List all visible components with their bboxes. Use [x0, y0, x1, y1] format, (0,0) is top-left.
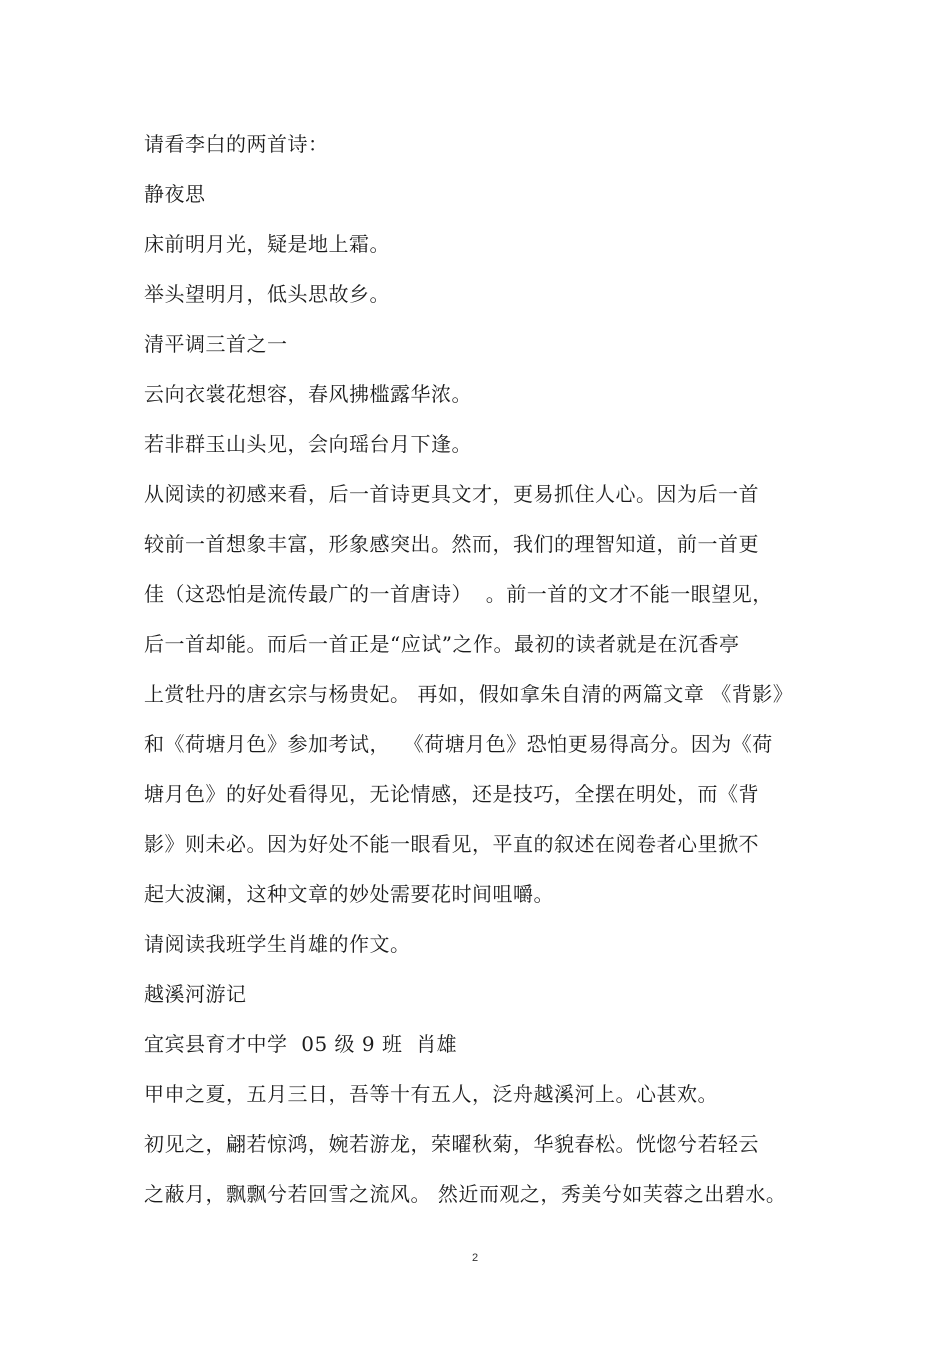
page-number: 2 [471, 1252, 479, 1264]
poem-line: 床前明月光，疑是地上霜。 [144, 232, 390, 256]
paragraph-line: 较前一首想象丰富，形象感突出。然而，我们的理智知道，前一首更 [144, 532, 759, 556]
paragraph-line: 起大波澜，这种文章的妙处需要花时间咀嚼。 [144, 882, 554, 906]
text-line: 请看李白的两首诗： [144, 132, 329, 156]
poem-title: 清平调三首之一 [144, 332, 288, 356]
essay-title: 越溪河游记 [144, 982, 247, 1006]
poem-line: 若非群玉山头见，会向瑶台月下逢。 [144, 432, 472, 456]
paragraph-line: 塘月色》的好处看得见，无论情感，还是技巧，全摆在明处，而《背 [144, 782, 759, 806]
text-line: 请阅读我班学生肖雄的作文。 [144, 932, 411, 956]
essay-line: 初见之，翩若惊鸿，婉若游龙，荣曜秋菊，华貌春松。恍惚兮若轻云 [144, 1132, 759, 1156]
paragraph-line: 后一首却能。而后一首正是“应试”之作。最初的读者就是在沉香亭 [144, 632, 740, 656]
poem-line: 举头望明月，低头思故乡。 [144, 282, 390, 306]
paragraph-line: 从阅读的初感来看，后一首诗更具文才，更易抓住人心。因为后一首 [144, 482, 759, 506]
essay-line: 之蔽月，飘飘兮若回雪之流风。 然近而观之，秀美兮如芙蓉之出碧水。 [144, 1182, 787, 1206]
paragraph-line: 上赏牡丹的唐玄宗与杨贵妃。 再如，假如拿朱自清的两篇文章 《背影》 [144, 682, 794, 706]
essay-line: 甲申之夏，五月三日，吾等十有五人，泛舟越溪河上。心甚欢。 [144, 1082, 718, 1106]
paragraph-line: 佳（这恐怕是流传最广的一首唐诗） 。前一首的文才不能一眼望见， [144, 582, 773, 606]
essay-author: 宜宾县育才中学 05 级 9 班 肖雄 [144, 1032, 458, 1056]
paragraph-line: 影》则未必。因为好处不能一眼看见，平直的叙述在阅卷者心里掀不 [144, 832, 759, 856]
poem-title: 静夜思 [144, 182, 206, 206]
poem-line: 云向衣裳花想容，春风拂槛露华浓。 [144, 382, 472, 406]
paragraph-line: 和《荷塘月色》参加考试， 《荷塘月色》恐怕更易得高分。因为《荷 [144, 732, 773, 756]
